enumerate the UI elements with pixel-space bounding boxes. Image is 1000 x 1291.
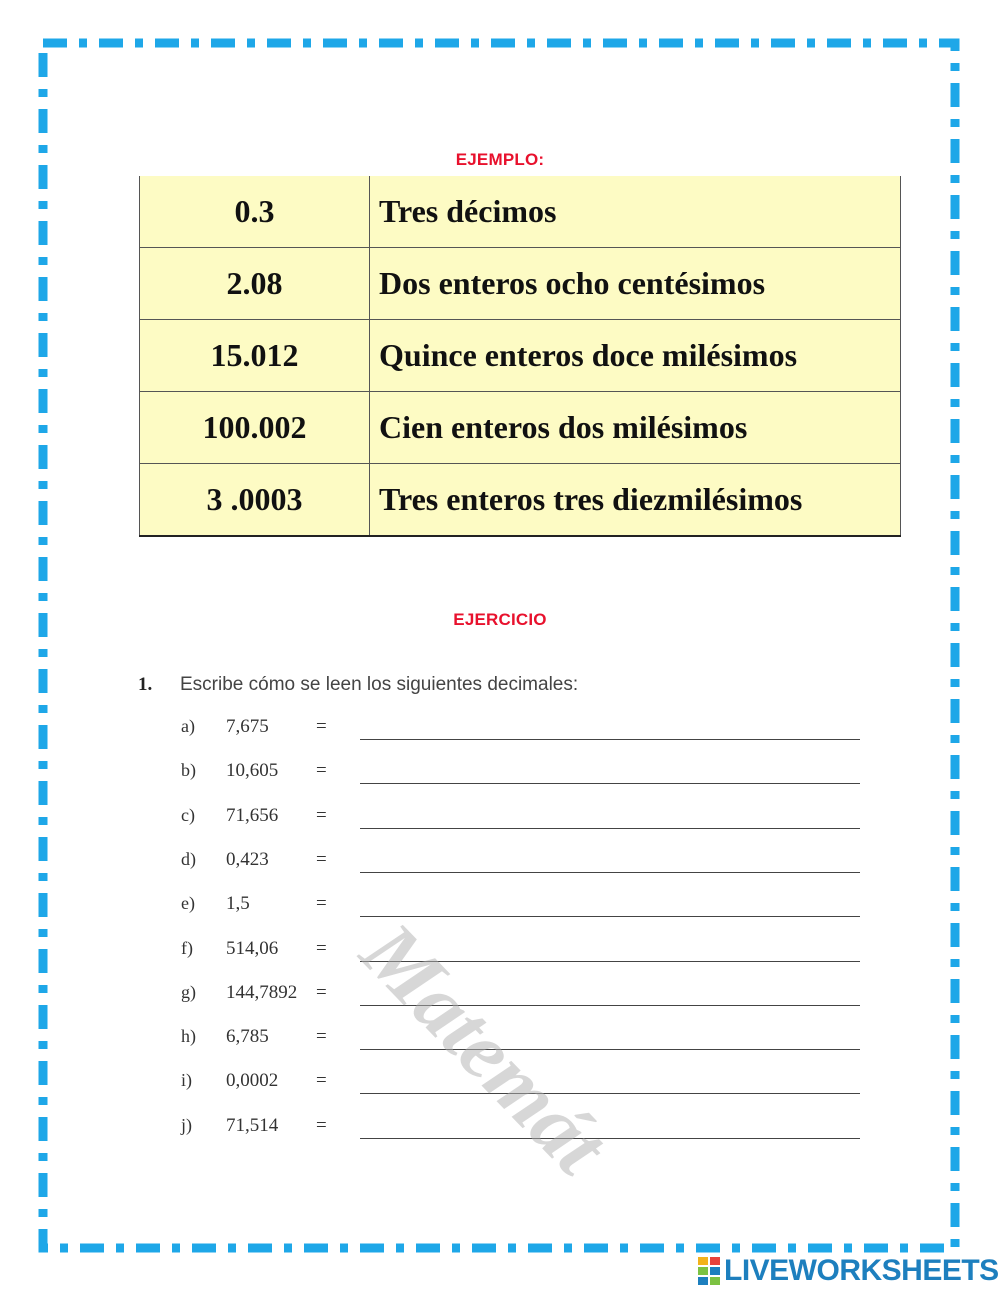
example-number: 2.08 xyxy=(140,248,370,320)
equals-sign: = xyxy=(316,937,327,959)
exercise-item xyxy=(0,1026,1000,1066)
example-number: 3 .0003 xyxy=(140,464,370,537)
item-decimal: 0,423 xyxy=(226,848,269,870)
answer-line[interactable] xyxy=(360,916,860,917)
question-number: 1. xyxy=(138,674,153,695)
item-letter: a) xyxy=(181,716,195,736)
example-number: 0.3 xyxy=(140,176,370,248)
equals-sign: = xyxy=(316,893,327,915)
answer-line[interactable] xyxy=(360,1049,860,1050)
example-number: 100.002 xyxy=(140,392,370,464)
liveworksheets-logo xyxy=(698,1255,999,1287)
equals-sign: = xyxy=(316,1070,327,1092)
equals-sign: = xyxy=(316,760,327,782)
example-words: Quince enteros doce milésimos xyxy=(370,320,901,392)
example-words: Cien enteros dos milésimos xyxy=(370,392,901,464)
item-letter: c) xyxy=(181,804,195,825)
watermark-text: Matemát xyxy=(343,905,625,1192)
example-heading: EJEMPLO: xyxy=(455,150,545,169)
answer-line[interactable] xyxy=(360,872,860,873)
item-letter: b) xyxy=(181,760,196,781)
example-number: 15.012 xyxy=(140,320,370,392)
liveworksheets-logo-icon xyxy=(698,1257,720,1285)
item-decimal: 10,605 xyxy=(226,760,279,782)
item-letter: h) xyxy=(181,1026,196,1047)
item-decimal: 6,785 xyxy=(226,1026,269,1048)
exercise-item xyxy=(0,805,1000,845)
equals-sign: = xyxy=(316,804,327,826)
exercise-item xyxy=(0,760,1000,800)
exercise-item xyxy=(0,893,1000,933)
question-instruction: Escribe cómo se leen los siguientes decimales: xyxy=(180,674,579,695)
item-decimal: 0,0002 xyxy=(226,1070,279,1092)
example-words: Dos enteros ocho centésimos xyxy=(370,248,901,320)
answer-line[interactable] xyxy=(360,783,860,784)
answer-line[interactable] xyxy=(360,961,860,962)
item-letter: f) xyxy=(181,937,193,958)
answer-line[interactable] xyxy=(360,1005,860,1006)
brand-name: LIVEWORKSHEETS xyxy=(724,1254,999,1287)
item-decimal: 1,5 xyxy=(226,893,250,915)
equals-sign: = xyxy=(316,848,327,870)
item-letter: e) xyxy=(181,893,195,914)
item-letter: j) xyxy=(181,1114,192,1135)
example-words: Tres décimos xyxy=(370,176,901,248)
item-decimal: 71,514 xyxy=(226,1114,279,1136)
equals-sign: = xyxy=(316,716,327,737)
exercise-item xyxy=(0,849,1000,889)
exercise-item xyxy=(0,982,1000,1022)
answer-line[interactable] xyxy=(360,1093,860,1094)
item-decimal: 71,656 xyxy=(226,804,279,826)
exercise-heading: EJERCICIO xyxy=(453,610,547,629)
item-decimal: 144,7892 xyxy=(226,981,298,1003)
exercise-item xyxy=(0,1070,1000,1110)
item-decimal: 514,06 xyxy=(226,937,279,959)
exercise-item xyxy=(0,1115,1000,1155)
answer-line[interactable] xyxy=(360,828,860,829)
example-words: Tres enteros tres diezmilésimos xyxy=(370,464,901,537)
answer-line[interactable] xyxy=(360,1138,860,1139)
item-letter: d) xyxy=(181,848,196,869)
exercise-item xyxy=(0,938,1000,978)
exercise-item xyxy=(0,716,1000,756)
equals-sign: = xyxy=(316,1026,327,1048)
equals-sign: = xyxy=(316,1114,327,1136)
item-decimal: 7,675 xyxy=(226,716,269,737)
answer-line[interactable] xyxy=(360,739,860,740)
item-letter: i) xyxy=(181,1070,192,1091)
equals-sign: = xyxy=(316,981,327,1003)
item-letter: g) xyxy=(181,981,196,1002)
